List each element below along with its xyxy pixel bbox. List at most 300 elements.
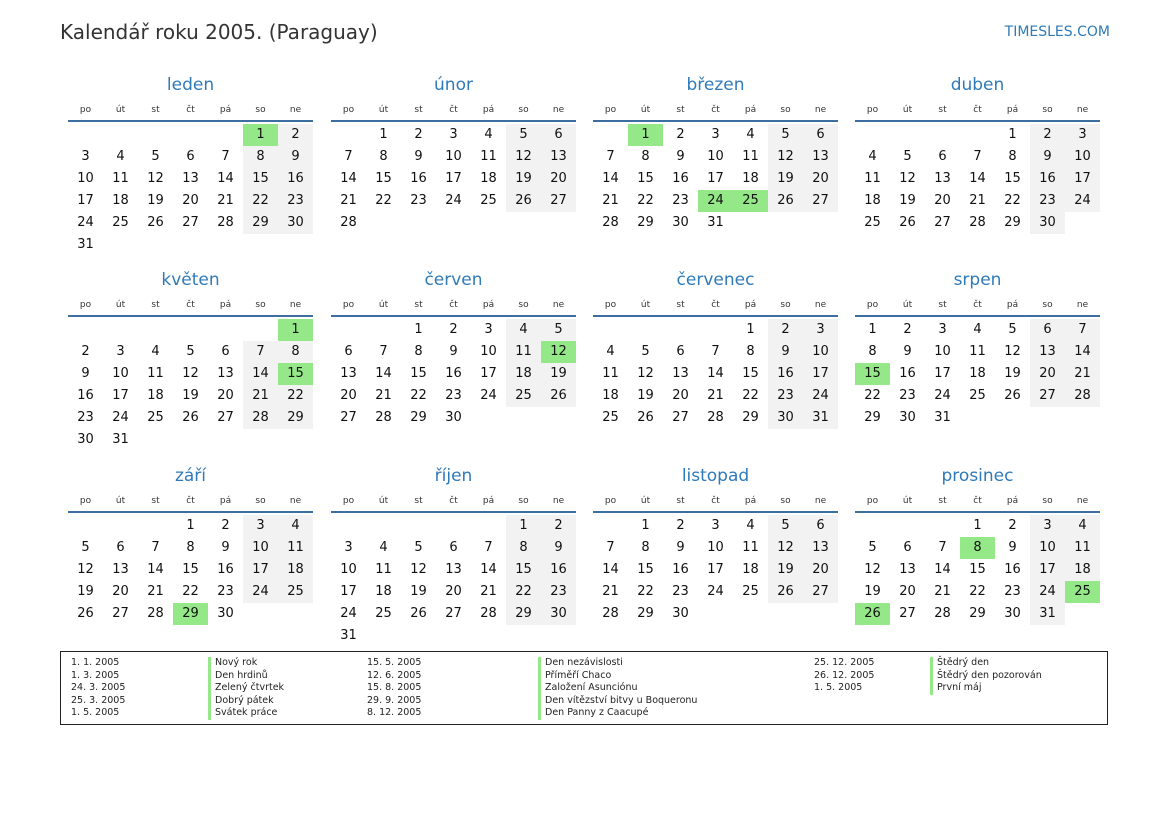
legend-date: 15. 5. 2005 bbox=[367, 657, 422, 668]
day-cell: 16 bbox=[1030, 168, 1065, 190]
empty-cell bbox=[331, 515, 366, 537]
day-cell: 20 bbox=[112, 584, 129, 599]
day-cell: 26 bbox=[182, 410, 199, 425]
week-row bbox=[331, 625, 576, 647]
day-cell: 28 bbox=[602, 606, 619, 621]
day-cell: 12 bbox=[637, 366, 654, 381]
day-cell: 15 bbox=[637, 171, 654, 186]
day-cell: 28 bbox=[340, 215, 357, 230]
empty-cell bbox=[855, 124, 890, 146]
day-cell: 24 bbox=[934, 388, 951, 403]
week-row bbox=[331, 124, 576, 146]
day-cell: 23 bbox=[1004, 584, 1021, 599]
day-cell: 9 bbox=[1008, 540, 1017, 555]
holiday-day-cell: 15 bbox=[855, 363, 890, 385]
day-cell: 9 bbox=[81, 366, 90, 381]
weekday-label: st bbox=[938, 300, 947, 310]
day-cell: 26 bbox=[768, 190, 803, 212]
day-cell: 17 bbox=[707, 562, 724, 577]
day-cell: 22 bbox=[637, 193, 654, 208]
day-cell: 6 bbox=[903, 540, 912, 555]
legend-date: 25. 3. 2005 bbox=[71, 694, 126, 706]
day-cell: 18 bbox=[742, 562, 759, 577]
legend-date: 8. 12. 2005 bbox=[367, 707, 422, 719]
day-cell: 14 bbox=[934, 562, 951, 577]
day-cell: 24 bbox=[77, 215, 94, 230]
day-cell: 16 bbox=[672, 171, 689, 186]
day-cell: 11 bbox=[480, 149, 497, 164]
day-cell: 10 bbox=[480, 344, 497, 359]
holiday-day-cell: 24 bbox=[698, 190, 733, 212]
month-calendar bbox=[68, 269, 313, 451]
day-cell: 28 bbox=[147, 606, 164, 621]
weekday-label: út bbox=[115, 496, 126, 506]
day-cell: 2 bbox=[1008, 518, 1017, 533]
day-cell: 28 bbox=[969, 215, 986, 230]
day-cell: 2 bbox=[676, 127, 685, 142]
day-cell: 5 bbox=[541, 319, 576, 341]
weekday-label: po bbox=[604, 496, 617, 506]
legend-holiday-name: Příměří Chaco bbox=[538, 670, 697, 683]
week-row bbox=[331, 537, 576, 559]
day-cell: 28 bbox=[1065, 385, 1100, 407]
day-cell: 21 bbox=[602, 584, 619, 599]
weekday-label: po bbox=[79, 300, 92, 310]
day-cell: 16 bbox=[768, 363, 803, 385]
day-cell: 27 bbox=[899, 606, 916, 621]
weekday-label: pá bbox=[219, 300, 232, 310]
weekday-label: út bbox=[902, 105, 913, 115]
month-name: únor bbox=[434, 75, 473, 95]
month-calendar bbox=[331, 74, 576, 234]
month-name: srpen bbox=[953, 270, 1002, 290]
day-cell: 20 bbox=[541, 168, 576, 190]
day-cell: 1 bbox=[641, 518, 650, 533]
holiday-day-cell: 1 bbox=[243, 124, 278, 146]
day-cell: 9 bbox=[541, 537, 576, 559]
legend-date: 1. 3. 2005 bbox=[71, 669, 120, 681]
day-cell: 10 bbox=[803, 341, 838, 363]
day-cell: 25 bbox=[506, 385, 541, 407]
empty-cell bbox=[331, 319, 366, 341]
day-cell: 6 bbox=[344, 344, 353, 359]
holiday-day-cell: 12 bbox=[541, 341, 576, 363]
weekday-label: so bbox=[255, 300, 266, 310]
day-cell: 25 bbox=[112, 215, 129, 230]
day-cell: 23 bbox=[899, 388, 916, 403]
day-cell: 12 bbox=[77, 562, 94, 577]
day-cell: 16 bbox=[278, 168, 313, 190]
day-cell: 23 bbox=[278, 190, 313, 212]
week-row bbox=[855, 515, 1100, 537]
day-cell: 30 bbox=[1004, 606, 1021, 621]
day-cell: 1 bbox=[414, 322, 423, 337]
day-cell: 20 bbox=[934, 193, 951, 208]
day-cell: 21 bbox=[147, 584, 164, 599]
day-cell: 3 bbox=[711, 127, 720, 142]
day-cell: 9 bbox=[221, 540, 230, 555]
legend-holiday-name: Zelený čtvrtek bbox=[208, 682, 284, 695]
day-cell: 8 bbox=[1008, 149, 1017, 164]
day-cell: 24 bbox=[707, 584, 724, 599]
day-cell: 24 bbox=[243, 581, 278, 603]
day-cell: 11 bbox=[147, 366, 164, 381]
day-cell: 10 bbox=[1065, 146, 1100, 168]
day-cell: 28 bbox=[217, 215, 234, 230]
day-cell: 9 bbox=[676, 149, 685, 164]
day-cell: 3 bbox=[344, 540, 353, 555]
month-name: leden bbox=[166, 75, 215, 95]
day-cell: 30 bbox=[899, 410, 916, 425]
week-row bbox=[593, 603, 838, 625]
month-name: listopad bbox=[681, 466, 750, 486]
day-cell: 29 bbox=[410, 410, 427, 425]
day-cell: 5 bbox=[868, 540, 877, 555]
week-row bbox=[331, 515, 576, 537]
day-cell: 9 bbox=[449, 344, 458, 359]
day-cell: 29 bbox=[637, 606, 654, 621]
month-calendar bbox=[593, 74, 838, 234]
legend-holiday-name: Svátek práce bbox=[208, 707, 284, 720]
day-cell: 18 bbox=[864, 193, 881, 208]
day-cell: 16 bbox=[77, 388, 94, 403]
weekday-label: so bbox=[780, 496, 791, 506]
day-cell: 16 bbox=[217, 562, 234, 577]
month-calendar bbox=[593, 465, 838, 625]
day-cell: 5 bbox=[414, 540, 423, 555]
weekday-label: čt bbox=[711, 105, 720, 115]
day-cell: 18 bbox=[506, 363, 541, 385]
empty-cell bbox=[698, 319, 733, 341]
week-row bbox=[855, 190, 1100, 212]
day-cell: 3 bbox=[1065, 124, 1100, 146]
day-cell: 24 bbox=[340, 606, 357, 621]
week-row bbox=[331, 146, 576, 168]
day-cell: 5 bbox=[506, 124, 541, 146]
brand-link[interactable]: TIMESLES.COM bbox=[1004, 24, 1110, 40]
month-name: květen bbox=[161, 270, 220, 290]
legend-names-col-2 bbox=[538, 657, 697, 720]
day-cell: 25 bbox=[602, 410, 619, 425]
week-row bbox=[593, 537, 838, 559]
day-cell: 14 bbox=[147, 562, 164, 577]
week-row bbox=[855, 319, 1100, 341]
day-cell: 2 bbox=[1030, 124, 1065, 146]
day-cell: 13 bbox=[217, 366, 234, 381]
day-cell: 30 bbox=[541, 603, 576, 625]
day-cell: 9 bbox=[414, 149, 423, 164]
weekday-label: po bbox=[79, 105, 92, 115]
weekday-label: čt bbox=[186, 105, 195, 115]
day-cell: 21 bbox=[375, 388, 392, 403]
week-row bbox=[855, 559, 1100, 581]
week-row bbox=[68, 407, 313, 429]
weekday-label: ne bbox=[552, 496, 565, 506]
week-row bbox=[593, 363, 838, 385]
day-cell: 28 bbox=[243, 407, 278, 429]
day-cell: 13 bbox=[803, 537, 838, 559]
day-cell: 1 bbox=[379, 127, 388, 142]
day-cell: 11 bbox=[506, 341, 541, 363]
day-cell: 22 bbox=[182, 584, 199, 599]
legend-date: 12. 6. 2005 bbox=[367, 669, 422, 681]
day-cell: 2 bbox=[768, 319, 803, 341]
legend-date: 1. 5. 2005 bbox=[814, 682, 863, 694]
week-row bbox=[855, 124, 1100, 146]
weekday-label: po bbox=[866, 300, 879, 310]
weekday-label: pá bbox=[744, 300, 757, 310]
day-cell: 15 bbox=[375, 171, 392, 186]
week-row bbox=[593, 559, 838, 581]
day-cell: 11 bbox=[1065, 537, 1100, 559]
day-cell: 14 bbox=[1065, 341, 1100, 363]
week-row bbox=[593, 212, 838, 234]
day-cell: 18 bbox=[147, 388, 164, 403]
day-cell: 10 bbox=[1030, 537, 1065, 559]
day-cell: 10 bbox=[112, 366, 129, 381]
day-cell: 11 bbox=[864, 171, 881, 186]
day-cell: 8 bbox=[379, 149, 388, 164]
legend-date: 15. 8. 2005 bbox=[367, 682, 422, 694]
week-row bbox=[68, 603, 313, 625]
day-cell: 20 bbox=[672, 388, 689, 403]
day-cell: 31 bbox=[340, 628, 357, 643]
weekday-label: út bbox=[378, 300, 389, 310]
day-cell: 13 bbox=[934, 171, 951, 186]
day-cell: 25 bbox=[147, 410, 164, 425]
day-cell: 18 bbox=[969, 366, 986, 381]
day-cell: 3 bbox=[711, 518, 720, 533]
day-cell: 26 bbox=[1004, 388, 1021, 403]
empty-cell bbox=[208, 124, 243, 146]
day-cell: 28 bbox=[934, 606, 951, 621]
week-row bbox=[68, 537, 313, 559]
day-cell: 13 bbox=[541, 146, 576, 168]
legend-date: 29. 9. 2005 bbox=[367, 694, 422, 706]
day-cell: 22 bbox=[410, 388, 427, 403]
day-cell: 22 bbox=[742, 388, 759, 403]
day-cell: 14 bbox=[602, 562, 619, 577]
week-row bbox=[855, 363, 1100, 385]
day-cell: 1 bbox=[1008, 127, 1017, 142]
weekday-label: pá bbox=[482, 496, 495, 506]
day-cell: 11 bbox=[112, 171, 129, 186]
day-cell: 2 bbox=[449, 322, 458, 337]
month-calendar bbox=[855, 269, 1100, 429]
day-cell: 23 bbox=[410, 193, 427, 208]
legend-holiday-name: Den vítězství bitvy u Boqueronu bbox=[538, 695, 697, 708]
legend-names-col-1 bbox=[208, 657, 284, 720]
day-cell: 27 bbox=[182, 215, 199, 230]
week-row bbox=[68, 363, 313, 385]
day-cell: 8 bbox=[746, 344, 755, 359]
day-cell: 27 bbox=[803, 581, 838, 603]
week-row bbox=[855, 537, 1100, 559]
week-row bbox=[331, 581, 576, 603]
day-cell: 31 bbox=[934, 410, 951, 425]
weekday-label: po bbox=[866, 496, 879, 506]
month-name: březen bbox=[686, 75, 745, 95]
weekday-label: út bbox=[902, 496, 913, 506]
weekday-label: ne bbox=[1076, 300, 1089, 310]
day-cell: 11 bbox=[375, 562, 392, 577]
weekday-label: so bbox=[518, 300, 529, 310]
day-cell: 8 bbox=[506, 537, 541, 559]
day-cell: 18 bbox=[1065, 559, 1100, 581]
empty-cell bbox=[890, 515, 925, 537]
day-cell: 3 bbox=[116, 344, 125, 359]
day-cell: 7 bbox=[243, 341, 278, 363]
week-row bbox=[68, 385, 313, 407]
day-cell: 25 bbox=[278, 581, 313, 603]
month-name: říjen bbox=[434, 466, 473, 486]
week-row bbox=[855, 168, 1100, 190]
day-cell: 4 bbox=[868, 149, 877, 164]
legend-date: 1. 1. 2005 bbox=[71, 657, 120, 668]
day-cell: 31 bbox=[1030, 603, 1065, 625]
day-cell: 17 bbox=[243, 559, 278, 581]
day-cell: 5 bbox=[186, 344, 195, 359]
day-cell: 19 bbox=[768, 168, 803, 190]
empty-cell bbox=[436, 515, 471, 537]
week-row bbox=[68, 190, 313, 212]
week-row bbox=[331, 363, 576, 385]
legend-holiday-name: Den Panny z Caacupé bbox=[538, 707, 697, 720]
holiday-legend bbox=[60, 651, 1108, 725]
empty-cell bbox=[925, 515, 960, 537]
empty-cell bbox=[593, 124, 628, 146]
weekday-label: pá bbox=[482, 300, 495, 310]
week-row bbox=[593, 146, 838, 168]
day-cell: 31 bbox=[803, 407, 838, 429]
day-cell: 3 bbox=[938, 322, 947, 337]
empty-cell bbox=[68, 515, 103, 537]
day-cell: 21 bbox=[707, 388, 724, 403]
weekday-label: pá bbox=[744, 496, 757, 506]
day-cell: 21 bbox=[243, 385, 278, 407]
day-cell: 8 bbox=[641, 149, 650, 164]
day-cell: 31 bbox=[112, 432, 129, 447]
day-cell: 7 bbox=[1065, 319, 1100, 341]
empty-cell bbox=[208, 319, 243, 341]
empty-cell bbox=[925, 124, 960, 146]
day-cell: 12 bbox=[899, 171, 916, 186]
day-cell: 28 bbox=[707, 410, 724, 425]
week-row bbox=[68, 124, 313, 146]
day-cell: 3 bbox=[484, 322, 493, 337]
day-cell: 4 bbox=[606, 344, 615, 359]
day-cell: 23 bbox=[672, 193, 689, 208]
weekday-label: út bbox=[115, 300, 126, 310]
week-row bbox=[331, 190, 576, 212]
day-cell: 14 bbox=[217, 171, 234, 186]
day-cell: 6 bbox=[186, 149, 195, 164]
day-cell: 21 bbox=[340, 193, 357, 208]
day-cell: 8 bbox=[243, 146, 278, 168]
empty-cell bbox=[103, 515, 138, 537]
day-cell: 20 bbox=[1030, 363, 1065, 385]
day-cell: 3 bbox=[81, 149, 90, 164]
day-cell: 1 bbox=[186, 518, 195, 533]
day-cell: 18 bbox=[602, 388, 619, 403]
day-cell: 5 bbox=[768, 124, 803, 146]
day-cell: 1 bbox=[868, 322, 877, 337]
day-cell: 23 bbox=[77, 410, 94, 425]
day-cell: 2 bbox=[676, 518, 685, 533]
day-cell: 23 bbox=[217, 584, 234, 599]
day-cell: 27 bbox=[934, 215, 951, 230]
weekday-label: po bbox=[342, 496, 355, 506]
month-calendar bbox=[855, 465, 1100, 625]
weekday-label: pá bbox=[1006, 496, 1019, 506]
empty-cell bbox=[855, 515, 890, 537]
day-cell: 23 bbox=[1030, 190, 1065, 212]
legend-holiday-name: Založení Asunciónu bbox=[538, 682, 697, 695]
day-cell: 4 bbox=[116, 149, 125, 164]
weekday-label: so bbox=[255, 105, 266, 115]
day-cell: 26 bbox=[410, 606, 427, 621]
page-title: Kalendář roku 2005. (Paraguay) bbox=[60, 20, 378, 44]
day-cell: 14 bbox=[602, 171, 619, 186]
day-cell: 14 bbox=[375, 366, 392, 381]
month-calendar bbox=[331, 465, 576, 647]
weekday-label: ne bbox=[814, 105, 827, 115]
day-cell: 13 bbox=[340, 366, 357, 381]
weekday-label: st bbox=[676, 496, 685, 506]
day-cell: 7 bbox=[221, 149, 230, 164]
weekday-label: so bbox=[780, 300, 791, 310]
weekday-header bbox=[593, 295, 838, 317]
day-cell: 23 bbox=[768, 385, 803, 407]
day-cell: 7 bbox=[606, 540, 615, 555]
day-cell: 16 bbox=[672, 562, 689, 577]
day-cell: 11 bbox=[742, 540, 759, 555]
day-cell: 26 bbox=[768, 581, 803, 603]
day-cell: 10 bbox=[707, 540, 724, 555]
week-row bbox=[855, 146, 1100, 168]
day-cell: 17 bbox=[803, 363, 838, 385]
empty-cell bbox=[628, 319, 663, 341]
weekday-label: út bbox=[640, 105, 651, 115]
day-cell: 5 bbox=[1008, 322, 1017, 337]
day-cell: 6 bbox=[221, 344, 230, 359]
day-cell: 12 bbox=[410, 562, 427, 577]
day-cell: 7 bbox=[973, 149, 982, 164]
holiday-day-cell: 29 bbox=[173, 603, 208, 625]
day-cell: 27 bbox=[445, 606, 462, 621]
day-cell: 27 bbox=[672, 410, 689, 425]
day-cell: 2 bbox=[541, 515, 576, 537]
empty-cell bbox=[68, 319, 103, 341]
day-cell: 5 bbox=[641, 344, 650, 359]
weekday-label: út bbox=[378, 496, 389, 506]
day-cell: 24 bbox=[112, 410, 129, 425]
weekday-header bbox=[331, 295, 576, 317]
day-cell: 19 bbox=[637, 388, 654, 403]
day-cell: 20 bbox=[182, 193, 199, 208]
day-cell: 4 bbox=[746, 127, 755, 142]
day-cell: 9 bbox=[768, 341, 803, 363]
day-cell: 5 bbox=[81, 540, 90, 555]
week-row bbox=[68, 515, 313, 537]
day-cell: 21 bbox=[480, 584, 497, 599]
day-cell: 2 bbox=[221, 518, 230, 533]
day-cell: 6 bbox=[541, 124, 576, 146]
weekday-label: čt bbox=[449, 105, 458, 115]
week-row bbox=[68, 319, 313, 341]
day-cell: 4 bbox=[1065, 515, 1100, 537]
holiday-day-cell: 1 bbox=[278, 319, 313, 341]
